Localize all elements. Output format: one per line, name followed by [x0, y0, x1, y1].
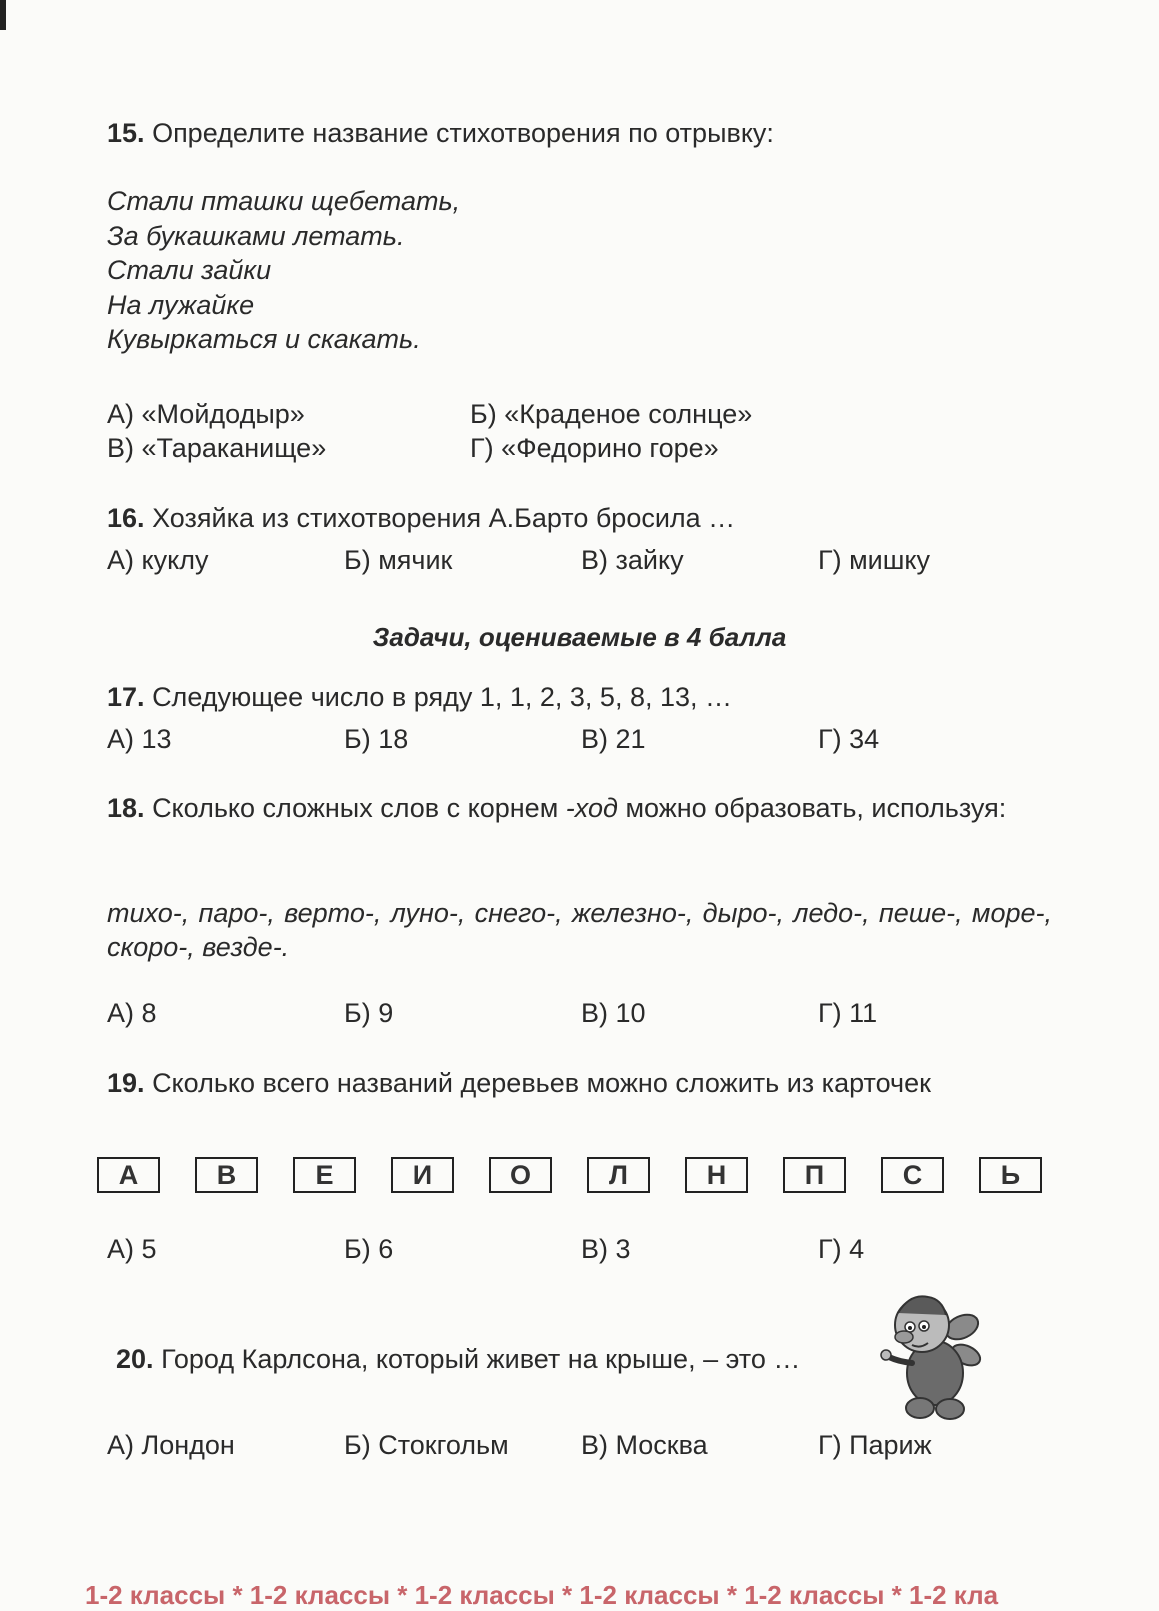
answer-option[interactable]: Г) мишку	[818, 545, 931, 575]
answer-option[interactable]: Г) «Федорино горе»	[470, 433, 719, 463]
answer-option[interactable]: В) 10	[581, 998, 646, 1028]
root-term: -ход	[565, 793, 618, 823]
poem-line: Стали зайки	[107, 255, 272, 285]
poem-line: За букашками летать.	[107, 220, 405, 251]
answer-option[interactable]: А) «Мойдодыр»	[107, 399, 305, 429]
letter-card: Л	[587, 1157, 650, 1193]
question-16	[107, 501, 735, 535]
answer-option[interactable]: Б) мячик	[344, 545, 453, 575]
answer-option[interactable]: В) Москва	[581, 1430, 708, 1460]
letter-card: Е	[293, 1157, 356, 1193]
answer-option[interactable]: Б) 18	[344, 724, 409, 754]
question-15	[107, 116, 774, 150]
answer-option[interactable]: В) 21	[581, 724, 646, 754]
question-number: 17.	[107, 682, 145, 712]
question-19	[107, 1066, 931, 1100]
poem-line: Стали пташки щебетать,	[107, 186, 461, 216]
answer-option[interactable]: А) 13	[107, 724, 172, 754]
question-text: Следующее число в ряду 1, 1, 2, 3, 5, 8, 13, …	[152, 682, 732, 712]
scan-edge-mark	[0, 0, 6, 30]
answer-option[interactable]: В) зайку	[581, 545, 684, 575]
question-text: Сколько всего названий деревьев можно сложить из карточек	[152, 1068, 931, 1098]
answer-option[interactable]: Б) «Краденое солнце»	[470, 399, 753, 429]
answer-option[interactable]: А) 8	[107, 998, 157, 1028]
poem-line: На лужайке	[107, 289, 255, 320]
question-20	[116, 1342, 800, 1376]
poem-line: Кувыркаться и скакать.	[107, 324, 421, 354]
answer-option[interactable]: А) Лондон	[107, 1430, 235, 1460]
answer-option[interactable]: Г) 11	[818, 998, 878, 1028]
carlson-illustration	[880, 1285, 985, 1425]
letter-card: П	[783, 1157, 846, 1193]
section-title: Задачи, оцениваемые в 4 балла	[372, 622, 787, 652]
question-text-cont: можно образовать, используя:	[625, 793, 1007, 823]
answer-option[interactable]: А) 5	[107, 1234, 157, 1264]
letter-card: Ь	[979, 1157, 1042, 1193]
answer-option[interactable]: Б) 9	[344, 998, 394, 1028]
question-text: Город Карлсона, который живет на крыше, – это …	[161, 1344, 801, 1374]
question-number: 19.	[107, 1068, 145, 1098]
question-17	[107, 680, 732, 714]
question-number: 18.	[107, 793, 145, 823]
answer-option[interactable]: В) «Тараканище»	[107, 433, 327, 463]
answer-option[interactable]: Г) Париж	[818, 1430, 932, 1460]
footer-grade-banner: 1-2 классы * 1-2 классы * 1-2 классы * 1-2 классы * 1-2 классы * 1-2 кла	[85, 1580, 999, 1610]
answer-option[interactable]: А) куклу	[107, 545, 209, 575]
letter-card: В	[195, 1157, 258, 1193]
answer-option[interactable]: Б) 6	[344, 1234, 394, 1264]
answer-option[interactable]: Г) 4	[818, 1234, 865, 1264]
question-text: Хозяйка из стихотворения А.Барто бросила …	[152, 503, 736, 533]
answer-option[interactable]: Г) 34	[818, 724, 880, 754]
answer-option[interactable]: Б) Стокгольм	[344, 1430, 509, 1460]
question-text: Сколько сложных слов с корнем	[152, 793, 559, 823]
letter-card: С	[881, 1157, 944, 1193]
letter-card: И	[391, 1157, 454, 1193]
question-18	[107, 791, 1052, 825]
letter-card: Н	[685, 1157, 748, 1193]
letter-card: О	[489, 1157, 552, 1193]
answer-option[interactable]: В) 3	[581, 1234, 631, 1264]
letter-card: А	[97, 1157, 160, 1193]
question-number: 16.	[107, 503, 145, 533]
question-number: 15.	[107, 118, 145, 148]
word-roots-list: тихо-, паро-, верто-, луно-, снего-, железно-, дыро-, ледо-, пеше-, море-, скоро-, везде-.	[107, 898, 1052, 962]
question-text: Определите название стихотворения по отрывку:	[152, 118, 774, 148]
poem-excerpt	[107, 184, 460, 357]
question-number: 20.	[116, 1344, 154, 1374]
